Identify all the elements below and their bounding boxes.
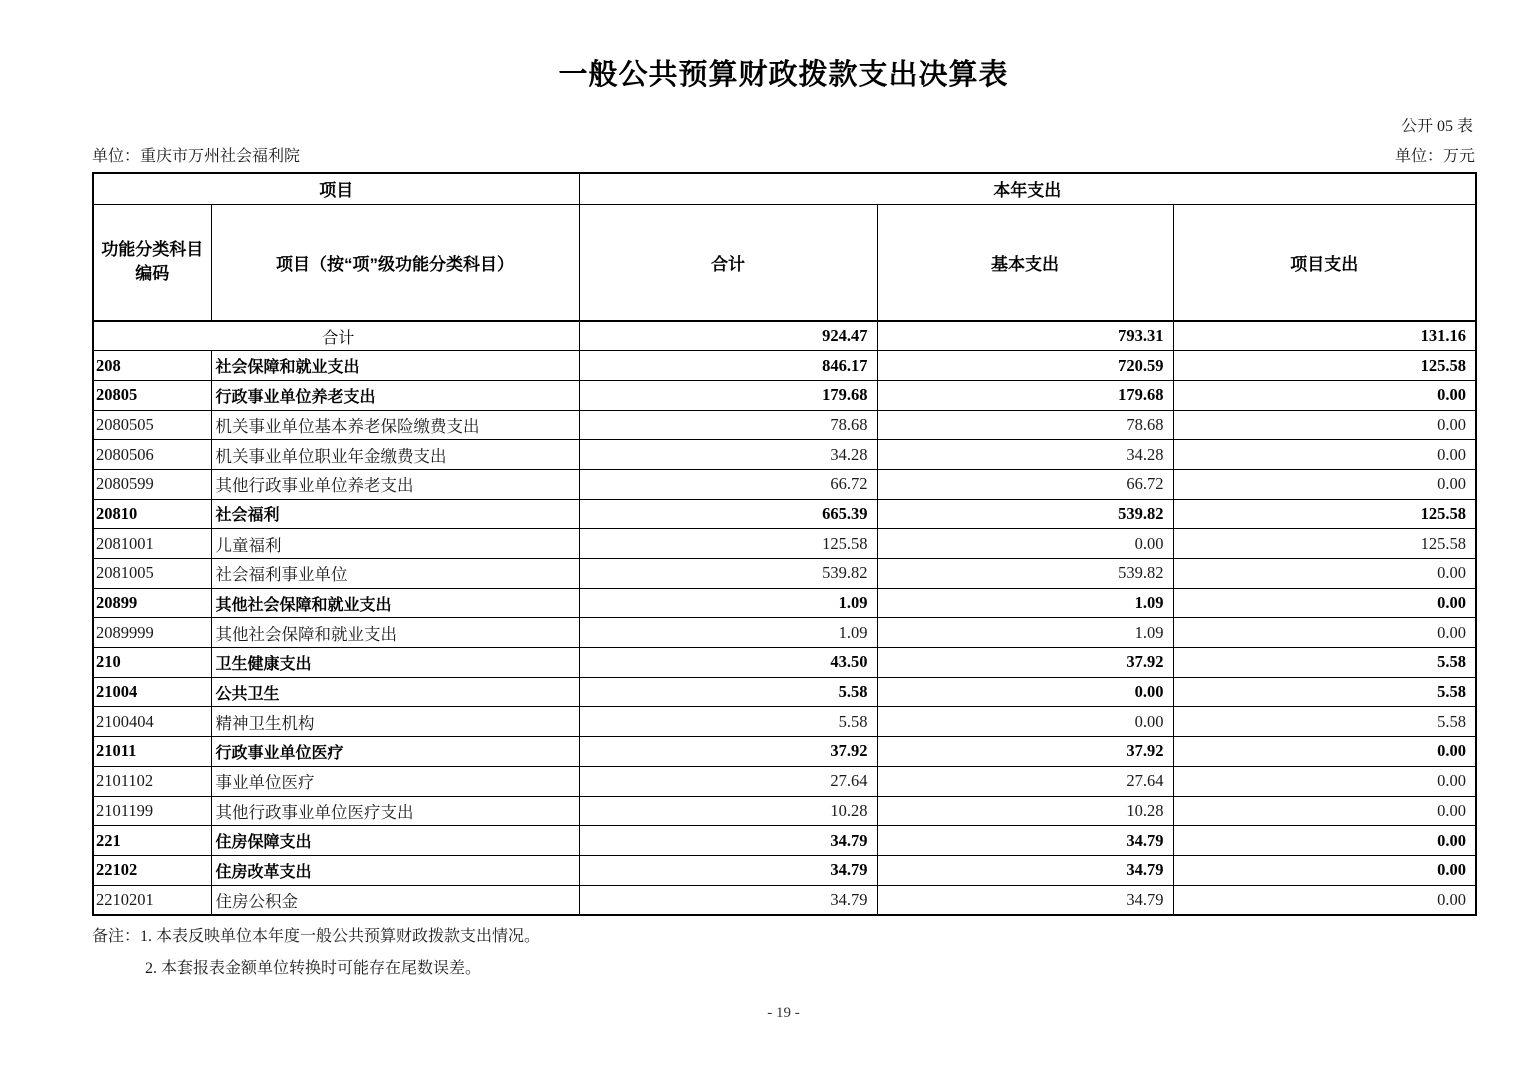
row-total: 539.82 [579, 559, 877, 589]
row-total: 34.28 [579, 440, 877, 470]
table-row [93, 648, 1476, 678]
header-code-col-line2: 编码 [135, 264, 170, 284]
table-row [93, 766, 1476, 796]
row-total: 34.79 [579, 826, 877, 856]
row-code: 2089999 [93, 618, 211, 648]
note-text-1: 1. 本表反映单位本年度一般公共预算财政拨款支出情况。 [140, 927, 541, 945]
row-code: 21011 [93, 737, 211, 767]
row-project: 5.58 [1173, 707, 1476, 737]
header-code-col [93, 204, 211, 321]
notes-label: 备注： [92, 927, 141, 945]
row-name: 儿童福利 [211, 529, 579, 559]
row-code: 2101199 [93, 796, 211, 826]
row-project: 0.00 [1173, 469, 1476, 499]
row-name: 行政事业单位医疗 [211, 737, 579, 767]
row-basic: 34.79 [877, 885, 1173, 915]
table-row [93, 499, 1476, 529]
table-row [93, 440, 1476, 470]
row-code: 2100404 [93, 707, 211, 737]
row-project: 0.00 [1173, 380, 1476, 410]
note-line-1 [92, 925, 1475, 949]
table-body [93, 321, 1476, 915]
row-basic: 78.68 [877, 410, 1173, 440]
row-project: 0.00 [1173, 855, 1476, 885]
row-basic: 37.92 [877, 737, 1173, 767]
row-project: 5.58 [1173, 677, 1476, 707]
row-code: 20899 [93, 588, 211, 618]
header-basic-col: 基本支出 [877, 204, 1173, 321]
row-project: 0.00 [1173, 796, 1476, 826]
row-total: 846.17 [579, 351, 877, 381]
row-project: 0.00 [1173, 618, 1476, 648]
table-row [93, 826, 1476, 856]
row-basic: 720.59 [877, 351, 1173, 381]
table-row [93, 410, 1476, 440]
row-total: 125.58 [579, 529, 877, 559]
row-code: 22102 [93, 855, 211, 885]
row-total: 5.58 [579, 707, 877, 737]
row-basic: 0.00 [877, 529, 1173, 559]
row-basic: 66.72 [877, 469, 1173, 499]
form-number-label: 公开 05 表 [1400, 118, 1473, 135]
table-row [93, 380, 1476, 410]
row-basic: 0.00 [877, 677, 1173, 707]
row-total: 1.09 [579, 588, 877, 618]
row-total: 37.92 [579, 737, 877, 767]
table-row [93, 737, 1476, 767]
row-project: 125.58 [1173, 499, 1476, 529]
row-project: 0.00 [1173, 766, 1476, 796]
row-code: 2080599 [93, 469, 211, 499]
row-project: 0.00 [1173, 885, 1476, 915]
table-row [93, 855, 1476, 885]
row-total: 34.79 [579, 885, 877, 915]
document-page [92, 0, 1475, 1022]
row-project: 0.00 [1173, 737, 1476, 767]
org-unit-label: 单位：重庆市万州社会福利院 [92, 148, 301, 165]
row-basic: 10.28 [877, 796, 1173, 826]
row-basic: 1.09 [877, 588, 1173, 618]
header-item-group: 项目 [93, 173, 579, 204]
row-basic: 34.79 [877, 855, 1173, 885]
row-name: 住房改革支出 [211, 855, 579, 885]
row-code: 2080505 [93, 410, 211, 440]
header-current-year-group: 本年支出 [579, 173, 1476, 204]
row-basic: 793.31 [877, 321, 1173, 351]
page-title: 一般公共预算财政拨款支出决算表 [558, 59, 1009, 91]
row-code: 20810 [93, 499, 211, 529]
row-project: 0.00 [1173, 559, 1476, 589]
row-code: 2081001 [93, 529, 211, 559]
table-row [93, 796, 1476, 826]
row-basic: 0.00 [877, 707, 1173, 737]
header-total-col: 合计 [579, 204, 877, 321]
note-line-2: 2. 本套报表金额单位转换时可能存在尾数误差。 [145, 959, 482, 977]
row-project: 0.00 [1173, 440, 1476, 470]
table-row [93, 351, 1476, 381]
table-row [93, 469, 1476, 499]
table-row [93, 559, 1476, 589]
row-total: 924.47 [579, 321, 877, 351]
table-row [93, 588, 1476, 618]
row-total: 5.58 [579, 677, 877, 707]
row-name: 社会福利事业单位 [211, 559, 579, 589]
row-total: 179.68 [579, 380, 877, 410]
row-name: 其他社会保障和就业支出 [211, 588, 579, 618]
table-row [93, 618, 1476, 648]
table-row [93, 707, 1476, 737]
header-columns-row [93, 204, 1476, 321]
row-code: 21004 [93, 677, 211, 707]
row-code: 2081005 [93, 559, 211, 589]
row-total: 665.39 [579, 499, 877, 529]
page-number: - 19 - [767, 1004, 800, 1021]
header-project-col: 项目支出 [1173, 204, 1476, 321]
row-total: 10.28 [579, 796, 877, 826]
row-project: 125.58 [1173, 529, 1476, 559]
row-name: 其他行政事业单位养老支出 [211, 469, 579, 499]
row-basic: 539.82 [877, 499, 1173, 529]
row-project: 0.00 [1173, 826, 1476, 856]
row-total: 1.09 [579, 618, 877, 648]
row-name: 公共卫生 [211, 677, 579, 707]
row-name: 其他行政事业单位医疗支出 [211, 796, 579, 826]
row-total: 34.79 [579, 855, 877, 885]
row-code: 2080506 [93, 440, 211, 470]
row-total: 43.50 [579, 648, 877, 678]
budget-expenditure-table [92, 172, 1477, 916]
row-code: 2101102 [93, 766, 211, 796]
table-row [93, 529, 1476, 559]
row-project: 5.58 [1173, 648, 1476, 678]
units-row [92, 146, 1475, 168]
table-row [93, 677, 1476, 707]
row-basic: 179.68 [877, 380, 1173, 410]
row-label: 合计 [93, 321, 579, 351]
row-name: 其他社会保障和就业支出 [211, 618, 579, 648]
row-basic: 27.64 [877, 766, 1173, 796]
row-project: 0.00 [1173, 410, 1476, 440]
header-group-row [93, 173, 1476, 204]
row-code: 20805 [93, 380, 211, 410]
row-total: 66.72 [579, 469, 877, 499]
row-name: 精神卫生机构 [211, 707, 579, 737]
notes-section [92, 925, 1475, 981]
row-name: 住房保障支出 [211, 826, 579, 856]
table-row [93, 885, 1476, 915]
row-name: 社会福利 [211, 499, 579, 529]
row-code: 208 [93, 351, 211, 381]
row-name: 卫生健康支出 [211, 648, 579, 678]
table-row [93, 321, 1476, 351]
row-project: 131.16 [1173, 321, 1476, 351]
row-code: 210 [93, 648, 211, 678]
row-name: 机关事业单位职业年金缴费支出 [211, 440, 579, 470]
row-basic: 539.82 [877, 559, 1173, 589]
row-basic: 1.09 [877, 618, 1173, 648]
row-total: 27.64 [579, 766, 877, 796]
header-code-col-line1: 功能分类科目 [101, 240, 204, 260]
row-project: 0.00 [1173, 588, 1476, 618]
row-code: 2210201 [93, 885, 211, 915]
row-total: 78.68 [579, 410, 877, 440]
header-item-col: 项目（按“项”级功能分类科目） [211, 204, 579, 321]
row-name: 社会保障和就业支出 [211, 351, 579, 381]
row-name: 住房公积金 [211, 885, 579, 915]
row-name: 事业单位医疗 [211, 766, 579, 796]
table-header [93, 173, 1476, 321]
row-code: 221 [93, 826, 211, 856]
currency-unit-label: 单位：万元 [1394, 148, 1475, 165]
row-name: 机关事业单位基本养老保险缴费支出 [211, 410, 579, 440]
row-basic: 34.28 [877, 440, 1173, 470]
row-project: 125.58 [1173, 351, 1476, 381]
row-name: 行政事业单位养老支出 [211, 380, 579, 410]
row-basic: 37.92 [877, 648, 1173, 678]
row-basic: 34.79 [877, 826, 1173, 856]
